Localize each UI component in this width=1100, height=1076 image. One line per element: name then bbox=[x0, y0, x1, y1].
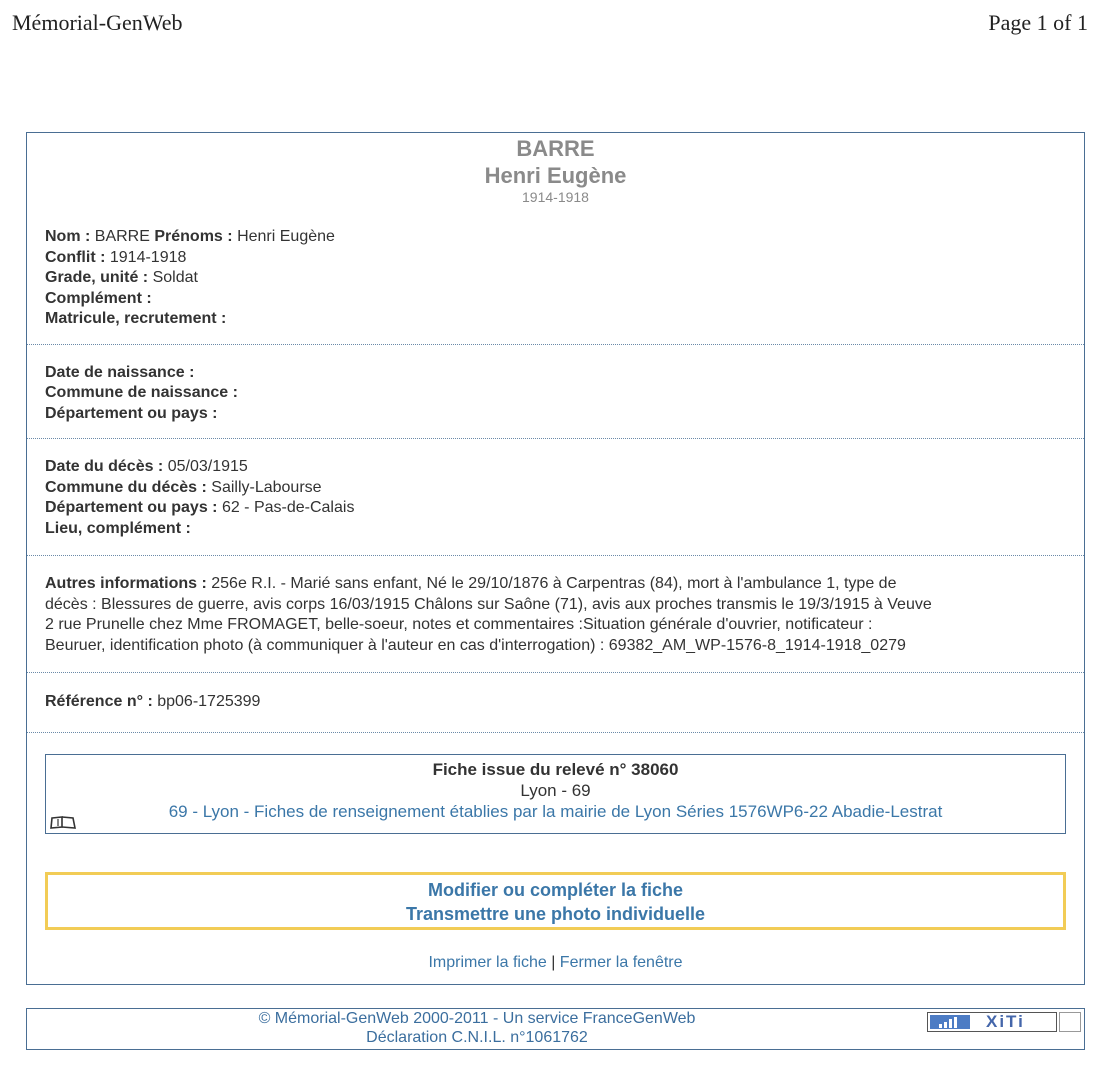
nom-label: Nom : bbox=[45, 228, 91, 245]
other-info-line: 2 rue Prunelle chez Mme FROMAGET, belle-soeur, notes et commentaires :Situation générale d'ouvrier, notificateur : bbox=[45, 616, 873, 633]
matricule-label: Matricule, recrutement : bbox=[45, 310, 227, 327]
title-given-names: Henri Eugène bbox=[484, 163, 627, 188]
other-info-line: décès : Blessures de guerre, avis corps 16/03/1915 Châlons sur Saône (71), avis aux proches transmis le 19/3/1915 à Veuve bbox=[45, 595, 932, 613]
birth-dept-row bbox=[45, 404, 1066, 425]
xiti-label: XiTi bbox=[986, 1012, 1025, 1031]
grade-label: Grade, unité : bbox=[45, 269, 149, 286]
print-header-page-info: Page 1 of 1 bbox=[988, 10, 1088, 35]
death-dept-value: 62 - Pas-de-Calais bbox=[221, 499, 355, 516]
print-record-link[interactable]: Imprimer la fiche bbox=[428, 953, 547, 971]
death-section bbox=[27, 439, 1084, 555]
death-commune-value: Sailly-Labourse bbox=[211, 478, 322, 496]
actions-box bbox=[45, 872, 1066, 930]
grade-row bbox=[45, 268, 1066, 289]
record-card bbox=[26, 132, 1085, 985]
other-info-label: Autres informations : bbox=[45, 575, 207, 592]
source-title: Fiche issue du relevé n° 38060 bbox=[432, 759, 679, 779]
death-date-label: Date du décès : bbox=[45, 458, 164, 475]
close-window-link[interactable]: Fermer la fenêtre bbox=[559, 953, 683, 971]
xiti-badge[interactable] bbox=[927, 1012, 1057, 1032]
nom-value: BARRE bbox=[94, 228, 150, 245]
birth-commune-row bbox=[45, 383, 1066, 404]
footer-copyright: © Mémorial-GenWeb 2000-2011 - Un service FranceGenWeb bbox=[258, 1010, 696, 1027]
footer-text bbox=[27, 1009, 927, 1047]
title-surname: BARRE bbox=[516, 136, 595, 161]
nom-row bbox=[45, 227, 1066, 248]
link-separator: | bbox=[551, 953, 556, 971]
identity-section bbox=[27, 227, 1084, 344]
death-commune-row bbox=[45, 478, 1066, 499]
reference-value: bp06-1725399 bbox=[157, 693, 261, 710]
death-date-value: 05/03/1915 bbox=[167, 458, 248, 475]
death-commune-label: Commune du décès : bbox=[45, 478, 207, 496]
birth-section bbox=[27, 345, 1084, 439]
source-box bbox=[45, 754, 1066, 834]
xiti-side-box bbox=[1059, 1012, 1081, 1032]
modify-record-link[interactable]: Modifier ou compléter la fiche bbox=[427, 879, 684, 900]
death-dept-label: Département ou pays : bbox=[45, 499, 218, 516]
other-info-section bbox=[27, 556, 1084, 672]
death-date-row bbox=[45, 457, 1066, 478]
title-conflict: 1914-1918 bbox=[522, 189, 589, 205]
bottom-links bbox=[27, 954, 1084, 972]
prenoms-value: Henri Eugène bbox=[237, 228, 335, 245]
record-title bbox=[27, 133, 1084, 205]
conflit-value: 1914-1918 bbox=[109, 248, 187, 266]
other-info-text: 256e R.I. - Marié sans enfant, Né le 29/10/1876 à Carpentras (84), mort à l'ambulance 1, type de bbox=[211, 575, 897, 592]
conflit-row bbox=[45, 248, 1066, 269]
birth-date-label: Date de naissance : bbox=[45, 363, 195, 381]
source-place: Lyon - 69 bbox=[520, 780, 591, 800]
death-lieu-row bbox=[45, 519, 1066, 540]
footer bbox=[26, 1008, 1085, 1050]
footer-cnil: Déclaration C.N.I.L. n°1061762 bbox=[366, 1029, 588, 1046]
bar-chart-icon bbox=[930, 1015, 970, 1029]
print-header-site-name: Mémorial-GenWeb bbox=[12, 10, 183, 35]
birth-dept-label: Département ou pays : bbox=[45, 404, 218, 422]
birth-commune-label: Commune de naissance : bbox=[45, 384, 238, 401]
prenoms-label: Prénoms : bbox=[154, 228, 233, 245]
section-divider bbox=[27, 732, 1084, 733]
death-dept-row bbox=[45, 498, 1066, 519]
death-lieu-label: Lieu, complément : bbox=[45, 519, 191, 537]
birth-date-row bbox=[45, 363, 1066, 384]
complement-label: Complément : bbox=[45, 289, 152, 307]
complement-row bbox=[45, 289, 1066, 310]
other-info-line: Beuruer, identification photo (à communiquer à l'auteur en cas d'interrogation) : 69382_AM_WP-1576-8_1914-1918_0279 bbox=[45, 636, 906, 654]
other-info-line bbox=[45, 574, 1066, 595]
reference-section bbox=[27, 673, 1084, 732]
reference-label: Référence n° : bbox=[45, 693, 153, 710]
conflit-label: Conflit : bbox=[45, 248, 106, 266]
matricule-row bbox=[45, 309, 1066, 330]
send-photo-link[interactable]: Transmettre une photo individuelle bbox=[405, 903, 706, 924]
source-link[interactable]: 69 - Lyon - Fiches de renseignement établies par la mairie de Lyon Séries 1576WP6-22 Abadie-Lestrat bbox=[168, 801, 943, 821]
grade-value: Soldat bbox=[152, 269, 198, 286]
book-icon bbox=[50, 815, 76, 829]
